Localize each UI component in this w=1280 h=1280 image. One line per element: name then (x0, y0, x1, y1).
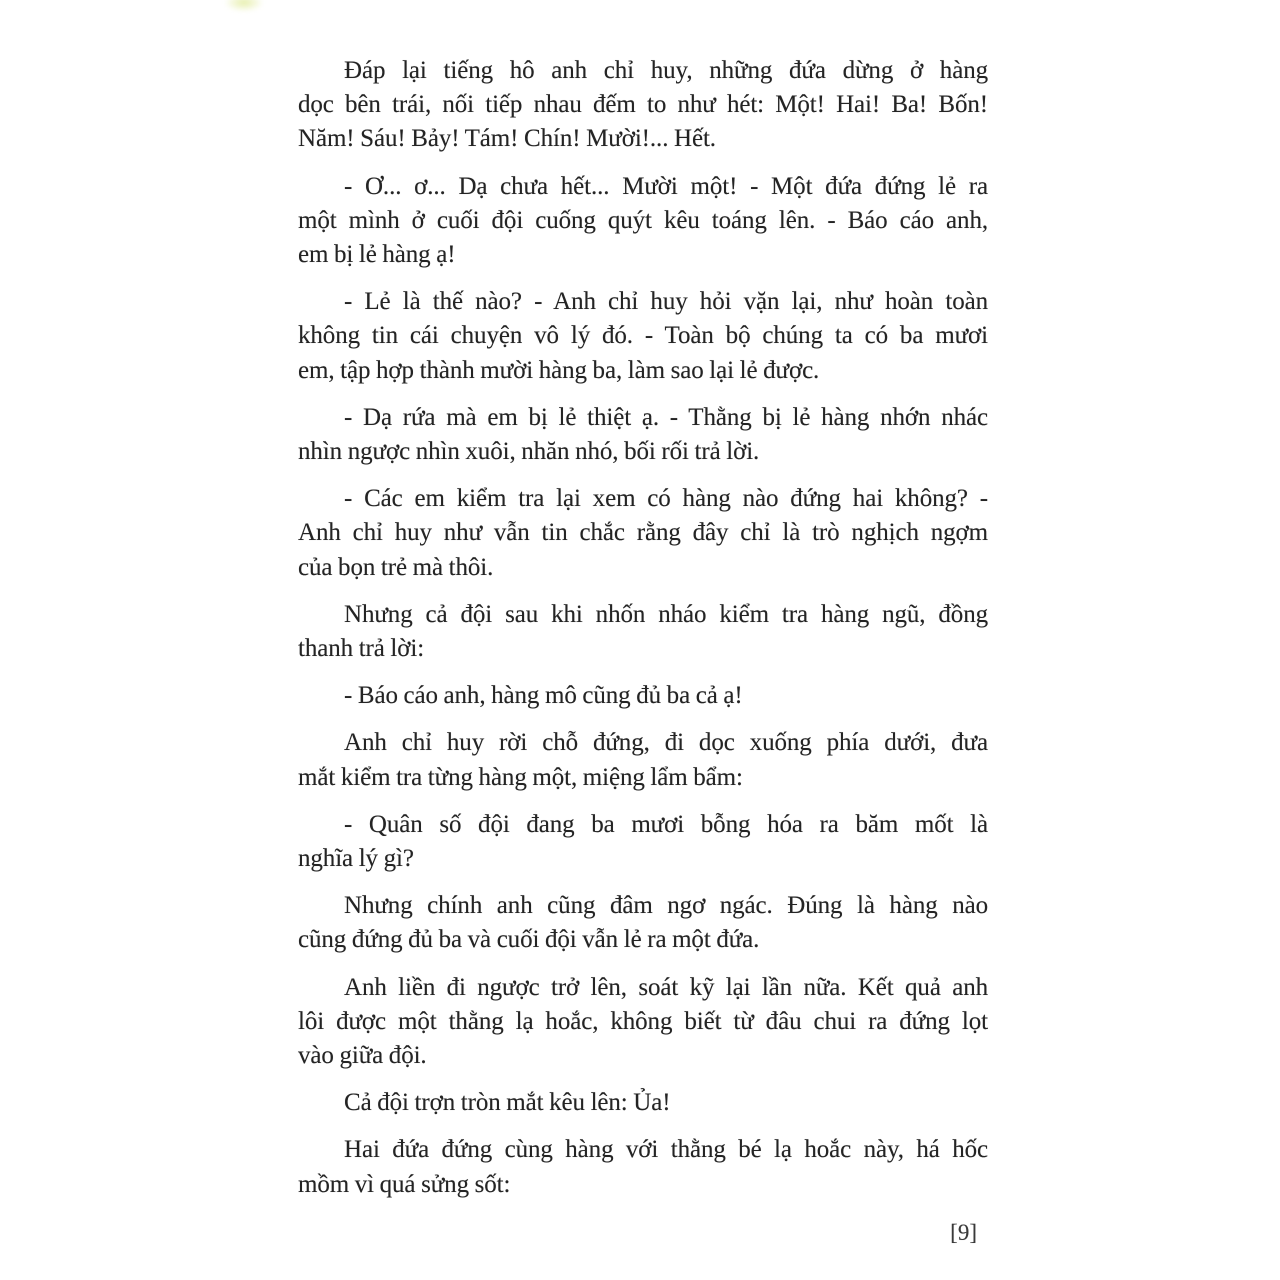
text-line: lôi được một thằng lạ hoắc, không biết từ đâu chui ra đứng lọt (298, 1007, 988, 1035)
paragraph (298, 808, 988, 876)
paragraph (298, 971, 988, 1074)
paragraph (298, 1133, 988, 1201)
text-line: Cả đội trợn tròn mắt kêu lên: Ủa! (344, 1089, 671, 1117)
text-line: - Ơ... ơ... Dạ chưa hết... Mười một! - Một đứa đứng lẻ ra (344, 172, 988, 200)
text-line: Hai đứa đứng cùng hàng với thằng bé lạ hoắc này, há hốc (344, 1136, 988, 1164)
text-line: mồm vì quá sửng sốt: (298, 1170, 511, 1198)
page-number: [9] (950, 1220, 977, 1245)
text-line: Nhưng chính anh cũng đâm ngơ ngác. Đúng là hàng nào (344, 892, 988, 920)
text-line: - Báo cáo anh, hàng mô cũng đủ ba cả ạ! (344, 682, 743, 710)
text-line: Anh chỉ huy rời chỗ đứng, đi dọc xuống phía dưới, đưa (344, 729, 988, 757)
paragraph (298, 401, 988, 469)
text-line: - Lẻ là thế nào? - Anh chỉ huy hỏi vặn lại, như hoàn toàn (344, 288, 988, 316)
text-line: một mình ở cuối đội cuống quýt kêu toáng lên. - Báo cáo anh, (298, 206, 988, 234)
paragraph (298, 482, 988, 585)
text-line: mắt kiểm tra từng hàng một, miệng lẩm bẩm: (298, 763, 743, 791)
text-line: Năm! Sáu! Bảy! Tám! Chín! Mười!... Hết. (298, 125, 716, 153)
text-line: Đáp lại tiếng hô anh chỉ huy, những đứa dừng ở hàng (344, 57, 988, 84)
text-line: thanh trả lời: (298, 635, 425, 663)
paragraph (298, 726, 988, 794)
text-block (298, 54, 988, 1202)
paragraph (298, 598, 988, 666)
text-line: không tin cái chuyện vô lý đó. - Toàn bộ chúng ta có ba mươi (298, 322, 988, 350)
text-line: Anh chỉ huy như vẫn tin chắc rằng đây chỉ là trò nghịch ngợm (298, 519, 988, 547)
text-line: em bị lẻ hàng ạ! (298, 241, 456, 269)
text-line: - Dạ rứa mà em bị lẻ thiệt ạ. - Thằng bị lẻ hàng nhớn nhác (344, 403, 988, 431)
paragraph (298, 170, 988, 273)
text-line: cũng đứng đủ ba và cuối đội vẫn lẻ ra một đứa. (298, 926, 760, 954)
paragraph (298, 889, 988, 957)
paragraph (298, 54, 988, 157)
text-line: nghĩa lý gì? (298, 845, 414, 873)
text-line: nhìn ngược nhìn xuôi, nhăn nhó, bối rối trả lời. (298, 438, 760, 466)
paragraph (298, 679, 988, 713)
text-line: của bọn trẻ mà thôi. (298, 553, 494, 581)
smudge-artifact (224, 0, 264, 12)
text-line: Anh liền đi ngược trở lên, soát kỹ lại lần nữa. Kết quả anh (344, 973, 988, 1001)
paragraph (298, 285, 988, 388)
text-line: dọc bên trái, nối tiếp nhau đếm to như hét: Một! Hai! Ba! Bốn! (298, 91, 988, 119)
text-line: Nhưng cả đội sau khi nhốn nháo kiểm tra hàng ngũ, đồng (344, 600, 988, 628)
text-line: vào giữa đội. (298, 1042, 427, 1070)
text-line: em, tập hợp thành mười hàng ba, làm sao lại lẻ được. (298, 356, 820, 384)
text-line: - Các em kiểm tra lại xem có hàng nào đứng hai không? - (344, 485, 988, 513)
text-line: - Quân số đội đang ba mươi bỗng hóa ra băm mốt là (344, 810, 988, 838)
paragraph (298, 1086, 988, 1120)
